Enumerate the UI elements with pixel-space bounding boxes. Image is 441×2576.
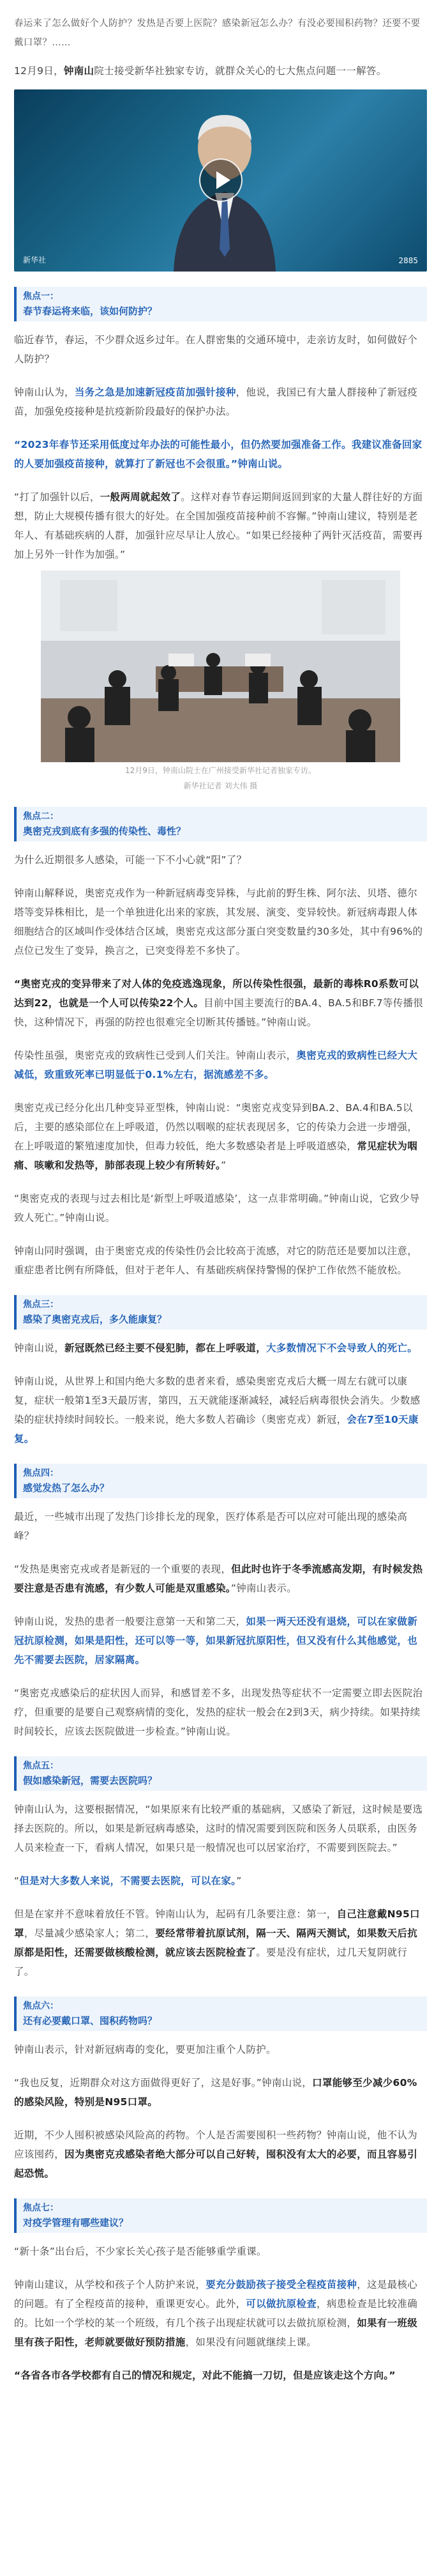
paragraph: 钟南山解释说，奥密克戎作为一种新冠病毒变异株，与此前的野生株、阿尔法、贝塔、德尔塔等变异株相比，是一个单独进化出来的家族，其发展、演变、变异较快。新冠病毒跟人体细胞结合的区域叫作受体结合区域，奥密克戎这部分蛋白突变数量约30多处，其中有96%的点位已发生了变异，换言之，已突变得差不多快了。	[14, 887, 423, 956]
quote-paragraph: “2023年春节还采用低度过年办法的可能性最小，但仍然要加强准备工作。我建议准备回家的人要加强疫苗接种，就算打了新冠也不会很重。”钟南山说。	[14, 439, 422, 470]
paragraph: 钟南山说，从世界上和国内绝大多数的患者来看，感染奥密克戎后大概一周左右就可以康复，症状一般第1至3天最厉害，第四，五天就能逐渐减轻，减轻后病毒很快会消失。少数感染的症状持续时间较长。一般来说，绝大多数人若确诊（奥密克戎）新冠，会在7至10天康复。	[14, 1376, 421, 1445]
focus-question: 对疫学管理有哪些建议？	[23, 2217, 129, 2228]
intro-text: 院士接受新华社独家专访，就群众关心的七大焦点问题一一解答。	[94, 65, 387, 77]
paragraph: 近期，不少人囤积被感染风险高的药物。个人是否需要囤积一些药物？钟南山说，他不认为应该囤药，因为奥密克戎感染者绝大部分可以自己好转，囤积没有太大的必要，而且容易引起恐慌。	[14, 2129, 418, 2179]
focus-tag: 焦点二：	[23, 811, 59, 822]
focus-question: 感觉发热了怎么办？	[23, 1482, 110, 1494]
paragraph: 临近春节，春运，不少群众返乡过年。在人群密集的交通环境中，走亲访友时，如何做好个人防护？	[14, 334, 418, 365]
focus-header-5	[14, 1756, 427, 1791]
quote-paragraph: “奥密克戎的变异带来了对人体的免疫逃逸现象，所以传染性很强，最新的毒株R0系数可以达到22，也就是一个人可以传染22个人。目前中国主要流行的BA.4、BA.5和BF.7等传播很快，这种情况下，再强的防控也很难完全切断其传播链。”钟南山说。	[14, 978, 424, 1028]
photo-credit: 新华社记者 刘大伟 摄	[183, 781, 258, 790]
focus-tag: 焦点五：	[23, 1761, 59, 1771]
paragraph: 钟南山说，新冠既然已经主要不侵犯肺，都在上呼吸道，大多数情况下不会导致人的死亡。	[14, 1342, 418, 1354]
focus-header-1	[14, 287, 427, 321]
paragraph: “新十条”出台后，不少家长关心孩子是否能够重学重课。	[14, 2246, 267, 2257]
focus-tag: 焦点六：	[23, 2001, 59, 2011]
intro-paragraph	[14, 61, 427, 80]
paragraph: 钟南山同时强调，由于奥密克戎的传染性仍会比较高于流感，对它的防范还是要加以注意，重症患者比例有所降低，但对于老年人、有基础疾病保持警惕的保护工作依然不能放松。	[14, 1245, 418, 1276]
play-button[interactable]	[199, 158, 243, 202]
paragraph: “我也反复，近期群众对这方面做得更好了，这是好事。”钟南山说，口罩能够至少减少60%的感染风险，特别是N95口罩。	[14, 2077, 417, 2108]
video-source: 新华社	[23, 256, 47, 264]
paragraph: 为什么近期很多人感染，可能一下不小心就“阳”了？	[14, 854, 247, 866]
paragraph: 但是在家并不意味着放任不管。钟南山认为，起码有几条要注意：第一，自己注意戴N95口罩，尽量减少感染家人；第二，要经常带着抗原试剂，隔一天、隔两天测试，如果数天后抗原都是阳性，还需要做核酸检测，就应该去医院检查了。要是没有症状，过几天复阴就行了。	[14, 1908, 420, 1977]
focus-header-2	[14, 807, 427, 841]
intro-questions: 春运来了怎么做好个人防护？发热是否要上医院？感染新冠怎么办？有没必要囤积药物？还要不要戴口罩？……	[14, 19, 421, 48]
focus-question: 春节春运将来临，该如何防护？	[23, 305, 158, 317]
paragraph: 钟南山建议，从学校和孩子个人防护来说，要充分鼓励孩子接受全程疫苗接种，这是最核心的问题。有了全程疫苗的接种，重课更安心。此外，可以做抗原检查，病患检查是比较准确的。比如一个学校的某一个班级，有几个孩子出现症状就可以去做抗原检测，如果有一班级里有孩子阳性，老师就要做好预防措施，如果没有问题就继续上课。	[14, 2279, 418, 2348]
paragraph: 奥密克戎已经分化出几种变异亚型株，钟南山说：“奥密克戎变异到BA.2、BA.4和BA.5以后，主要的感染部位在上呼吸道，仍然以咽喉的症状表现居多，它的传染力会进一步增强，在上呼吸道的繁殖速度加快，但毒力较低，绝大多数感染者是上呼吸道感染，常见症状为咽痛、咳嗽和发热等，肺部表现上较少有所转好。”	[14, 1102, 418, 1171]
focus-question: 还有必要戴口罩、囤积药物吗？	[23, 2015, 158, 2027]
focus-tag: 焦点一：	[23, 291, 59, 302]
interview-photo-image	[41, 571, 400, 762]
paragraph: “发热是奥密克戎或者是新冠的一个重要的表现，但此时也许于冬季流感高发期，有时候发热要注意是否患有流感，有少数人可能是双重感染。”钟南山表示。	[14, 1563, 423, 1594]
focus-header-6	[14, 1997, 427, 2031]
focus-question: 奥密克戎到底有多强的传染性、毒性？	[23, 825, 186, 837]
paragraph: 最近，一些城市出现了发热门诊排长龙的现象，医疗体系是否可以应对可能出现的感染高峰？	[14, 1511, 408, 1542]
paragraph: 传染性虽强，奥密克戎的致病性已受到人们关注。钟南山表示，奥密克戎的致病性已经大大减低，致重致死率已明显低于0.1%左右，据流感差不多。	[14, 1050, 418, 1080]
paragraph: 钟南山说，发热的患者一般要注意第一天和第二天，如果一两天还没有退烧，可以在家做新冠抗原检测，如果是阳性，还可以等一等，如果新冠抗原阳性，但又没有什么其他感觉，也先不需要去医院，居家隔离。	[14, 1616, 418, 1666]
paragraph: “打了加强针以后，一般两周就起效了。这样对春节春运期间返回到家的大量人群往好的方面想，防止大规模传播有很大的好处。在全国加强疫苗接种前不容懈。”钟南山建议，特别是老年人、有基础疾病的人群，加强针应尽早让人放心。“如果已经接种了两针灭活疫苗，需要再加上另外一针作为加强。”	[14, 491, 423, 560]
paragraph: “各省各市各学校都有自己的情况和规定，对此不能搞一刀切，但是应该走这个方向。”	[14, 2370, 396, 2381]
focus-question: 假如感染新冠，需要去医院吗？	[23, 1775, 158, 1786]
intro-date: 12月9日，	[14, 65, 64, 77]
video-player[interactable]	[14, 89, 427, 272]
intro-name: 钟南山	[63, 65, 94, 77]
paragraph: “奥密克戎的表现与过去相比是‘新型上呼吸道感染’，这一点非常明确。”钟南山说，它致少导致人死亡。”钟南山说。	[14, 1193, 420, 1223]
focus-tag: 焦点七：	[23, 2203, 59, 2213]
focus-tag: 焦点四：	[23, 1468, 59, 1478]
focus-header-3	[14, 1295, 427, 1330]
focus-header-4	[14, 1464, 427, 1498]
paragraph: “但是对大多数人来说，不需要去医院，可以在家。”	[14, 1875, 242, 1887]
focus-question: 感染了奥密克戎后，多久能康复？	[23, 1314, 167, 1325]
paragraph: 钟南山表示，针对新冠病毒的变化，要更加注重个人防护。	[14, 2044, 276, 2055]
paragraph: 钟南山认为，当务之急是加速新冠疫苗加强针接种，他说，我国已有大量人群接种了新冠疫苗，加强免疫接种是抗疫新阶段最好的保护办法。	[14, 387, 418, 417]
paragraph: 钟南山认为，这要根据情况，“如果原来有比较严重的基础病，又感染了新冠，这时候是要选择去医院的。所以，如果是新冠病毒感染，这时的情况需要到医院和医务人员联系，由医务人员来检查一下，看病人情况，如果只是一般情况也可以居家治疗，不需要到医院去。”	[14, 1804, 423, 1853]
paragraph: “奥密克戎感染后的症状因人而异，和感冒差不多，出现发热等症状不一定需要立即去医院治疗，但重要的是要自己观察病情的变化，发热的症状一般会在2到3天，病少持续。如果持续时间较长，应该去医院做进一步检查。”钟南山说。	[14, 1687, 423, 1737]
interview-photo	[41, 571, 400, 762]
photo-caption: 12月9日，钟南山院士在广州接受新华社记者独家专访。	[125, 766, 316, 775]
focus-tag: 焦点三：	[23, 1300, 59, 1310]
focus-header-7	[14, 2198, 427, 2233]
video-views: 2885	[398, 256, 418, 265]
